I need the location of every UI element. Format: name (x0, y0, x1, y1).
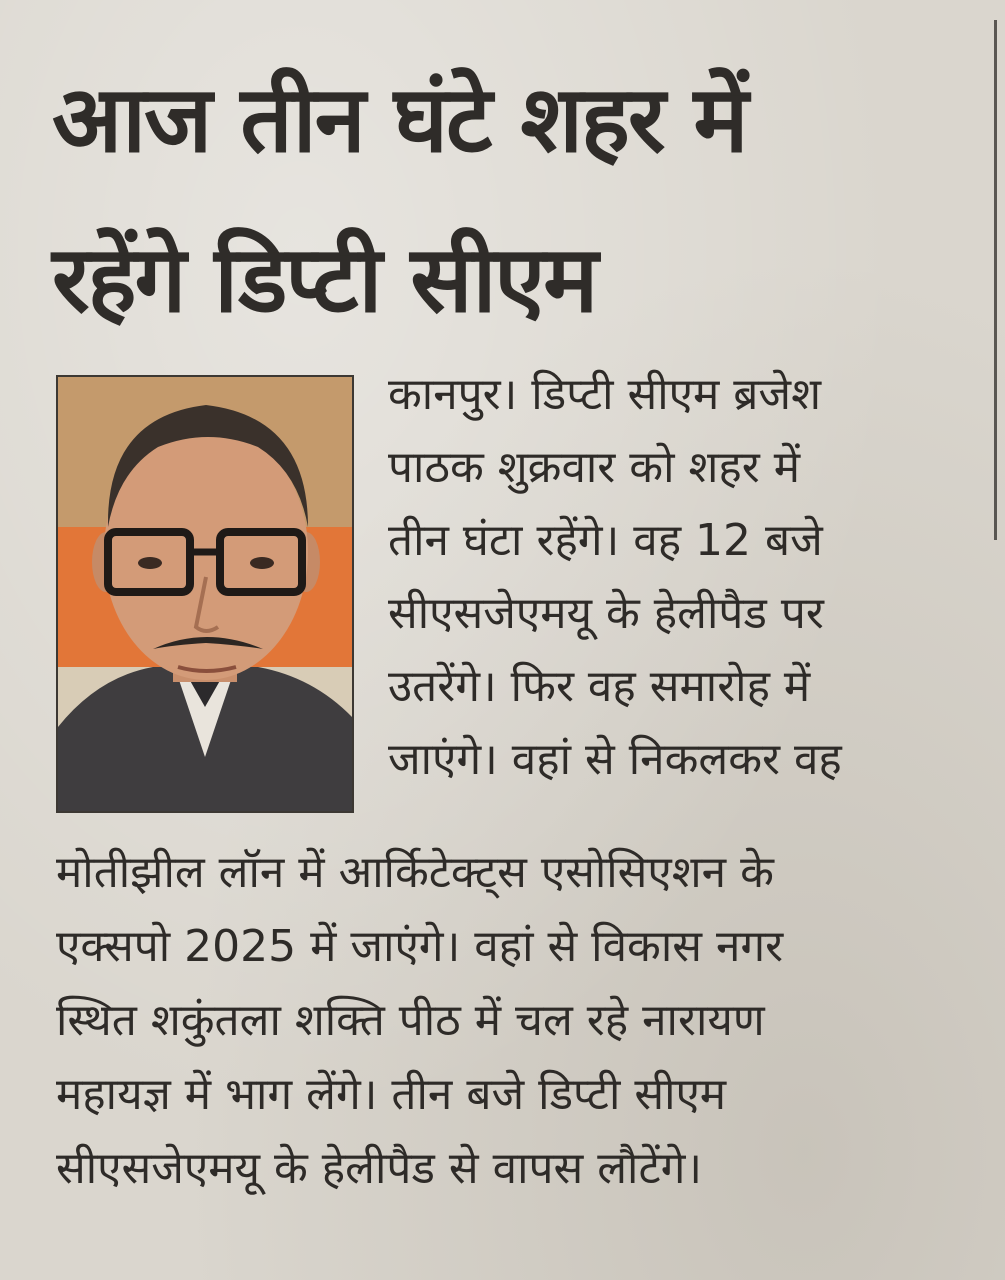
headline (52, 40, 952, 360)
body-line: पाठक शुक्रवार को शहर में (388, 442, 801, 493)
body-line: मोतीझील लॉन में आर्किटेक्ट्स एसोसिएशन के (56, 847, 774, 898)
column-divider (994, 20, 997, 540)
article-body-column (388, 358, 968, 796)
portrait-photo-icon (58, 377, 352, 811)
body-line: सीएसजेएमयू के हेलीपैड से वापस लौटेंगे। (56, 1143, 703, 1194)
article-body-full-width (56, 836, 976, 1206)
body-line: उतरेंगे। फिर वह समारोह में (388, 661, 811, 712)
body-line: कानपुर। डिप्टी सीएम ब्रजेश (388, 369, 821, 420)
body-line: जाएंगे। वहां से निकलकर वह (388, 734, 842, 785)
body-line: स्थित शकुंतला शक्ति पीठ में चल रहे नारायण (56, 995, 765, 1046)
body-line: तीन घंटा रहेंगे। वह 12 बजे (388, 515, 823, 566)
headline-line-1: आज तीन घंटे शहर में (52, 66, 747, 173)
headline-line-2: रहेंगे डिप्टी सीएम (52, 226, 597, 333)
body-line: महायज्ञ में भाग लेंगे। तीन बजे डिप्टी सीएम (56, 1069, 727, 1120)
body-line: एक्सपो 2025 में जाएंगे। वहां से विकास नगर (56, 921, 784, 972)
body-line: सीएसजेएमयू के हेलीपैड पर (388, 588, 824, 639)
portrait-photo (56, 375, 354, 813)
